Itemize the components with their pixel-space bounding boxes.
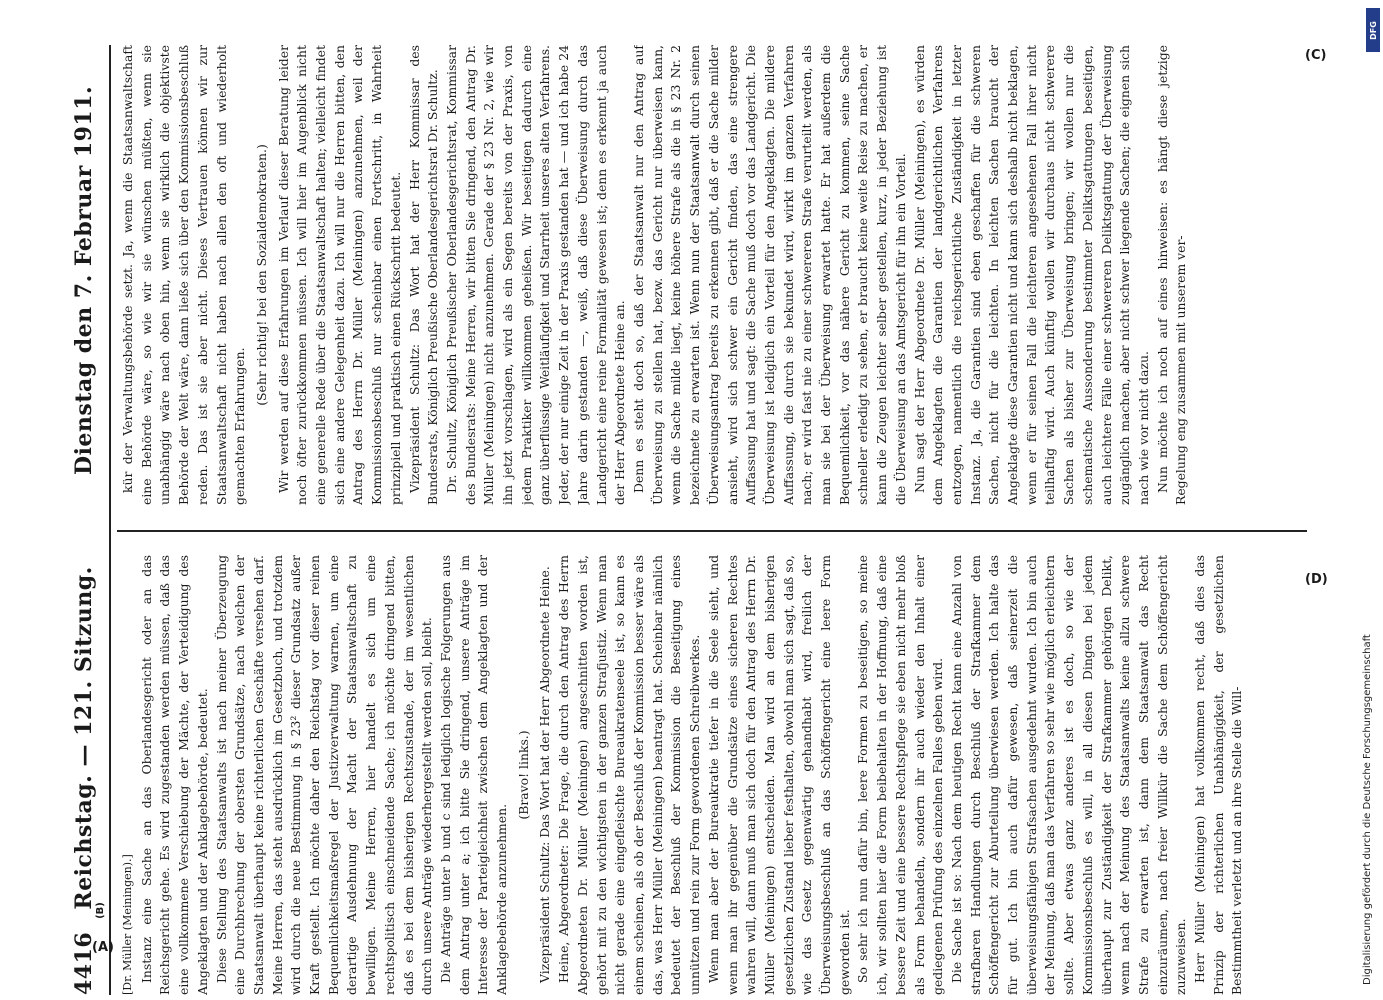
left-paragraph: Heine, Abgeordneter: Die Frage, die durch den Antrag des Herrn Abgeordneten Dr. Müller (Meiningen) angeschnitten worden ist, gehört mit zu den wichtigsten in der ganzen Strafjustiz. Wenn man nicht gerade eine eingefleischte Bureaukratenseele ist, so kann es einem scheinen, als ob der Beschluß der Kommission besser wäre als das, was Herr Müller (Meiningen) beantragt hat. Scheinbar nämlich bedeutet der Beschluß der Kommission die Beseitigung eines unnützen und rein zur Form gewordenen Schreibwerkes. — [556, 555, 703, 995]
right-paragraph: Denn es steht doch so, daß der Staatsanwalt nur den Antrag auf Überweisung zu stellen hat, bezw. das Gericht nur überweisen kann, wenn die Sache milde liegt, keine höhere Strafe als die in § 23 Nr. 2 bezeichnete zu erwarten ist. Wenn nun der Staatsanwalt durch seinen Überweisungsantrag bereits zu erkennen gibt, daß er die Sache milder ansieht, wird sich schwer ein Gericht finden, das eine strengere Auffassung hat und sagt: die Sache muß doch vor das Landgericht. Die Überweisung ist lediglich ein Vorteil für den Angeklagten. Die mildere Auffassung, die durch sie bekundet wird, wirkt im ganzen Verfahren nach; er wird fast nie zu einer schwereren Strafe verurteilt werden, als man sie bei der Überweisung erwartet hatte. Er hat außerdem die Bequemlichkeit, vor das nähere Gericht zu kommen, seine Sache schneller erledigt zu sehen, er braucht keine weite Reise zu machen, er kann die Zeugen leichter selber gestellen, kurz, in jeder Beziehung ist die Überweisung an das Amtsgericht für ihn ein Vorteil. — [630, 45, 908, 505]
left-paragraph: So sehr ich nun dafür bin, leere Formen zu beseitigen, so meine ich, wir sollten hier die Form beibehalten in der Hoffnung, daß eine bessere Zeit und eine bessere Rechtspflege sie eben nicht mehr bloß als Form behandeln, sondern ihr auch wieder den Inhalt einer gediegenen Prüfung des einzelnen Falles geben wird. — [855, 555, 946, 995]
dfg-logo — [1366, 8, 1380, 52]
speaker-head: [Dr. Müller (Meiningen).] — [121, 854, 134, 995]
left-paragraph: Instanz eine Sache an das Oberlandesgericht oder an das Reichsgericht gehe. Es wird zugestanden werden müssen, daß das eine vollkommene Verschiebung der Mächte, der Verteidigung des Angeklagten und der Anklagebehörde, bedeutet. — [138, 555, 210, 995]
session-title: Reichstag. — 121. Sitzung. — [71, 566, 97, 910]
chair-line: Vizepräsident Schultz: Das Wort hat der Herr Kommissar des Bundesrats, Königlich Preußische Oberlandesgerichtsrat Dr. Schultz. — [406, 45, 441, 505]
digitization-credit: Digitalisierung gefördert durch die Deutsche Forschungsgemeinschaft — [1362, 634, 1373, 985]
marker-b: (B) — [94, 902, 106, 919]
left-paragraph: Diese Stellung des Staatsanwalts ist nach meiner Überzeugung eine Durchbrechung der obersten Grundsätze, nach welchen der Staatsanwalt überhaupt keine richterlichen Geschäfte versehen darf. Meine Herren, das steht ausdrücklich im Gesetzbuch, und trotzdem wird durch die neue Bestimmung in § 23² dieser Grundsatz außer Kraft gestellt. Ich möchte daher den Reichstag vor dieser reinen Bequemlichkeitsmaßregel der Justizverwaltung warnen, um eine derartige Ausdehnung der Macht der Staatsanwaltschaft zu bewilligen. Meine Herren, hier handelt es sich um eine rechtspolitisch einschneidende Sache; ich möchte dringend bitten, daß es bei dem bisherigen Rechtszustande, der im wesentlichen durch unsere Anträge wiederhergestellt werden soll, bleibt. — [213, 555, 435, 995]
column-divider — [117, 530, 1307, 532]
marker-a: (A) — [92, 940, 114, 955]
rotated-page — [65, 45, 1315, 995]
right-paragraph: kür der Verwaltungsbehörde setzt. Ja, wenn die Staatsanwaltschaft eine Behörde wäre, so wie wir sie wünschen müßten, wenn sie unabhängig wäre nach oben hin, wenn sie wirklich die objektivste Behörde der Welt wäre, dann ließe sich über den Kommissionsbeschluß reden. Das ist sie aber nicht. Dieses Vertrauen können wir zur Staatsanwaltschaft nicht haben nach allen den oft und wiederholt gemachten Erfahrungen. — [120, 45, 248, 505]
right-paragraph: Wir werden auf diese Erfahrungen im Verlauf dieser Beratung leider noch öfter zurückkommen müssen. Ich will hier im Augenblick nicht eine generelle Rede über die Staatsanwaltschaft halten; vielleicht findet sich eine andere Gelegenheit dazu. Ich will nur die Herren bitten, den Antrag des Herrn Dr. Müller (Meiningen) anzunehmen, weil der Kommissionsbeschluß nur scheinbar einen Fortschritt, in Wahrheit prinzipiell und praktisch einen Rückschritt bedeutet. — [275, 45, 403, 505]
right-column — [119, 45, 1304, 505]
left-paragraph: Die Anträge unter b und c sind lediglich logische Folgerungen aus dem Antrag unter a; ich bitte Sie dringend, unsere Anträge im Interesse der Parteigleichheit zwischen dem Angeklagten und der Anklagebehörde anzunehmen. — [437, 555, 510, 995]
left-paragraph: Herr Müller (Meiningen) hat vollkommen recht, daß dies das Prinzip der richterlichen Unabhängigkeit, der gesetzlichen Bestimmtheit verletzt und an ihre Stelle die Will- — [1192, 555, 1245, 995]
left-paragraph: Die Sache ist so: Nach dem heutigen Recht kann eine Anzahl von strafbaren Handlungen durch Beschluß der Strafkammer dem Schöffengericht zur Aburteilung überwiesen werden. Ich halte das für gut. Ich bin auch dafür gewesen, daß seinerzeit die überweisungsfähigen Strafsachen ausgedehnt wurden. Ich bin auch der Meinung, daß man das Verfahren so sehr wie möglich erleichtern sollte. Aber etwas ganz anderes ist es doch, so wie der Kommissionsbeschluß es will, in all diesen Dingen bei jedem überhaupt zur Zuständigkeit der Strafkammer gehörigen Delikt, wenn nach der Meinung des Staatsanwalts keine allzu schwere Strafe zu erwarten ist, dann dem Staatsanwalt das Recht einzuräumen, nach freier Willkür die Sache dem Schöffengericht zuzuweisen. — [948, 555, 1189, 995]
applause-note: (Bravo! links.) — [515, 730, 531, 820]
applause-note: (Sehr richtig! bei den Sozialdemokraten.) — [253, 144, 269, 406]
marker-d: (D) — [1305, 572, 1328, 587]
running-head-left — [71, 566, 97, 995]
chair-line: Vizepräsident Schultz: Das Wort hat der Herr Abgeordnete Heine. — [537, 566, 553, 983]
right-paragraph: Nun sagt der Herr Abgeordnete Dr. Müller (Meiningen), es würden dem Angeklagten die Garantien der landgerichtlichen Verfahrens entzogen, namentlich die reichsgerichtliche Zuständigkeit in letzter Instanz. Ja, die Garantien sind eben geschaffen für die schweren Sachen, nicht für die leichten. In leichten Sachen braucht der Angeklagte diese Garantien nicht und kann sich deshalb nicht beklagen, wenn er für seinen Fall die leichteren angesehenen Fall ihrer nicht teilhaftig wird. Auch künftig wollen wir durchaus nicht schwerere Sachen als bisher zur Überweisung bringen; wir wollen nur die schematische Aussonderung bestimmter Deliktsgattungen beseitigen, auch leichtere Fälle einer schwereren Deliktsgattung der Überweisung zugänglich machen, aber nicht schwer liegende Sachen; die eignen sich nach wie vor nicht dazu. — [911, 45, 1151, 505]
right-paragraph: Nun möchte ich noch auf eines hinweisen: es hängt diese jetzige Regelung eng zusammen mit unserem ver- — [1154, 45, 1189, 505]
page-number: 4416 — [71, 931, 97, 995]
dfg-logo-text: DFG — [1368, 20, 1378, 40]
marker-c: (C) — [1305, 48, 1327, 63]
left-paragraph: Wenn man aber der Bureaukratie tiefer in die Seele sieht, und wenn man ihr gegenüber die Grundsätze eines sicheren Rechtes wahren will, dann muß man sich doch für den Antrag des Herrn Dr. Müller (Meiningen) entscheiden. Man wird an dem bisherigen gesetzlichen Zustand lieber festhalten, obwohl man sich sagt, daß so, wie das Gesetz gegenwärtig gehandhabt wird, freilich der Überweisungsbeschluß an das Schöffengericht eine leere Form geworden ist. — [705, 555, 852, 995]
left-column — [119, 555, 1304, 995]
session-date: Dienstag den 7. Februar 1911. — [71, 85, 97, 475]
right-paragraph: Dr. Schultz, Königlich Preußischer Oberlandesgerichtsrat, Kommissar des Bundesrats: Meine Herren, wir bitten Sie dringend, den Antrag Dr. Müller (Meiningen) nicht anzunehmen. Gerade der § 23 Nr. 2, wie wir ihn jetzt vorschlagen, wird als ein Segen bereits von der Praxis, von jedem Praktiker willkommen geheißen. Wir beseitigen dadurch eine ganz überflüssige Weitläufigkeit und Starrheit unseres alten Verfahrens. Jeder, der nur einige Zeit in der Praxis gestanden hat — und ich habe 24 Jahre darin gestanden —, weiß, daß diese Überweisung durch das Landgericht eine reine Formalität gewesen ist; denn es erkennt ja auch der Herr Abgeordnete Heine an. — [443, 45, 628, 505]
running-head — [65, 45, 111, 995]
